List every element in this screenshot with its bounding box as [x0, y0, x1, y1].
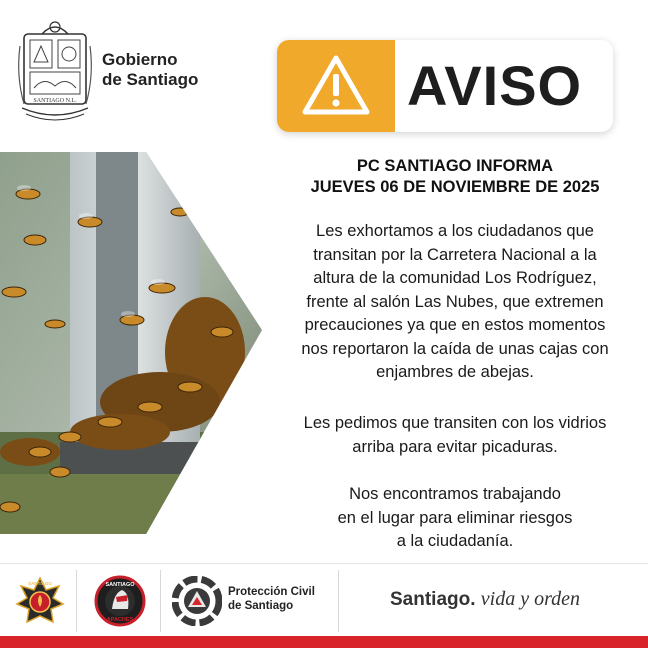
paragraph-line: en el lugar para eliminar riesgos [337, 508, 573, 527]
paragraph-line: precauciones ya que en estos momentos [304, 316, 606, 334]
civil-protection-name [228, 585, 315, 613]
firefighters-badge-text: SANTIAGO [28, 581, 52, 586]
aviso-icon-panel [277, 40, 395, 132]
paragraph-line: Les exhortamos a los ciudadanos que [316, 222, 594, 240]
aviso-label: AVISO [407, 54, 583, 117]
paragraph-line: enjambres de abejas. [376, 363, 534, 381]
slogan-bold: Santiago. [390, 589, 476, 610]
headline-line-2: JUEVES 06 DE NOVIEMBRE DE 2025 [310, 178, 600, 196]
notice-paragraph-2 [268, 412, 642, 459]
paragraph-line: Les pedimos que transiten con los vidrios [303, 414, 607, 432]
notice-headline [270, 156, 640, 198]
civil-protection-logo-icon [172, 576, 222, 626]
firefighters-badge-icon [15, 576, 65, 626]
paragraph-line: Nos encontramos trabajando [349, 485, 561, 503]
government-line-2: de Santiago [102, 70, 199, 89]
santiago-slogan [390, 588, 580, 611]
paragraph-line: nos reportaron la caída de unas cajas con [301, 339, 609, 358]
apaches-badge-icon [94, 575, 146, 627]
bees-photo [0, 152, 262, 534]
notice-paragraph-1 [268, 220, 642, 385]
government-seal-icon [14, 16, 96, 124]
headline-line-1: PC SANTIAGO INFORMA [356, 157, 554, 175]
slogan-italic: vida y orden [480, 588, 581, 610]
aviso-banner [277, 40, 613, 132]
paragraph-line: frente al salón Las Nubes, que extremen [306, 292, 604, 311]
apaches-badge-top-text: SANTIAGO [105, 582, 135, 588]
paragraph-line: transitan por la Carretera Nacional a la [313, 245, 597, 264]
warning-triangle-icon [301, 54, 371, 116]
seal-text: SANTIAGO N.L. [33, 98, 77, 104]
civil-protection-line-2: de Santiago [228, 600, 294, 612]
government-line-1: Gobierno [102, 50, 178, 69]
paragraph-line: a la ciudadanía. [396, 532, 514, 550]
paragraph-line: arriba para evitar picaduras. [352, 437, 558, 456]
paragraph-line: altura de la comunidad Los Rodríguez, [313, 269, 597, 287]
footer-divider [76, 570, 77, 632]
apaches-badge-bottom-text: APACHES [106, 617, 134, 623]
civil-protection-line-1: Protección Civil [228, 586, 315, 598]
notice-paragraph-3 [268, 483, 642, 554]
footer-accent-bar [0, 636, 648, 648]
footer-divider [160, 570, 161, 632]
footer-divider [338, 570, 339, 632]
government-title [102, 50, 198, 90]
